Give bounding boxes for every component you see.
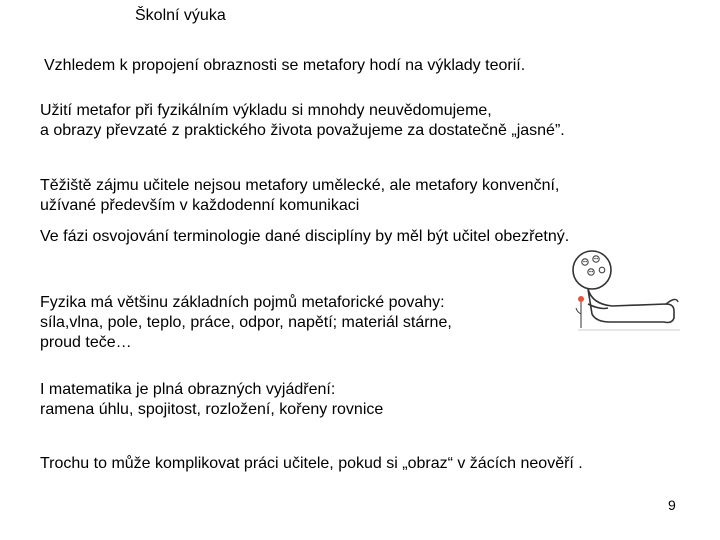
paragraph-line: užívané především v každodenní komunikaci (40, 197, 360, 214)
thinking-figure-illustration (548, 248, 686, 348)
paragraph-physics (40, 293, 452, 353)
paragraph-teacher-focus (40, 176, 559, 216)
paragraph-line: a obrazy převzaté z praktického života považujeme za dostatečně „jasné”. (40, 122, 565, 139)
paragraph-line: Trochu to může komplikovat práci učitele, pokud si „obraz“ v žácích neověří . (40, 455, 583, 472)
paragraph-line: Ve fázi osvojování terminologie dané disciplíny by měl být učitel obezřetný. (40, 228, 570, 245)
paragraph-line: Fyzika má většinu základních pojmů metaforické povahy: (40, 294, 445, 311)
page-number: 9 (668, 497, 676, 513)
paragraph-mathematics (40, 380, 383, 420)
paragraph-line: ramena úhlu, spojitost, rozložení, kořeny rovnice (40, 401, 384, 418)
slide-title: Školní výuka (135, 7, 226, 24)
paragraph-conclusion (40, 454, 583, 474)
paragraph-terminology (40, 227, 569, 247)
paragraph-line: Těžiště zájmu učitele nejsou metafory umělecké, ale metafory konvenční, (40, 177, 560, 194)
paragraph-line: I matematika je plná obrazných vyjádření: (40, 381, 336, 398)
paragraph-metaphor-use (40, 101, 565, 141)
intro-text: Vzhledem k propojení obraznosti se metafory hodí na výklady teorií. (44, 57, 526, 74)
paragraph-line: síla,vlna, pole, teplo, práce, odpor, napětí; materiál stárne, (40, 314, 452, 331)
flower-icon (578, 296, 584, 302)
paragraph-line: Užití metafor při fyzikálním výkladu si mnohdy neuvědomujeme, (40, 102, 492, 119)
paragraph-line: proud teče… (40, 334, 132, 351)
